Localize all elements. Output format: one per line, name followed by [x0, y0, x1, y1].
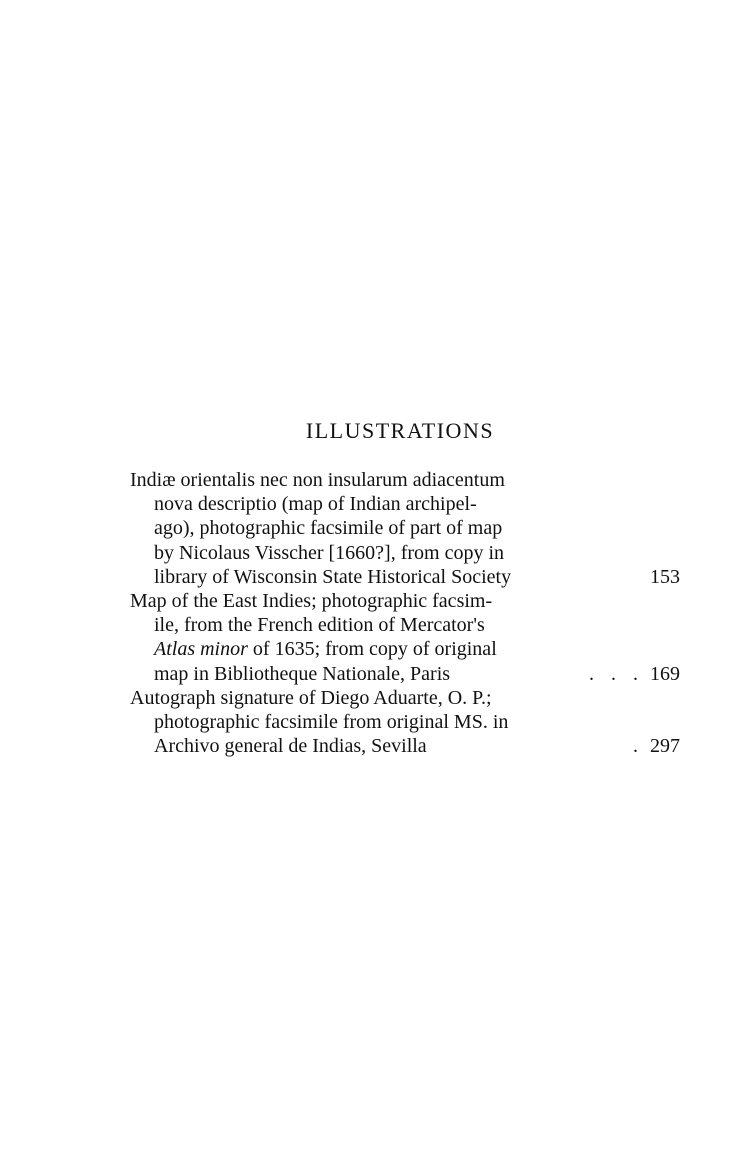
entry-last-line — [130, 662, 682, 686]
page-title: ILLUSTRATIONS — [305, 418, 495, 443]
entry-line: ile, from the French edition of Mercator's — [154, 614, 485, 637]
entry-line: photographic facsimile from original MS. in — [154, 710, 509, 733]
entry-last-line — [130, 565, 682, 589]
page-number: 153 — [650, 565, 680, 588]
entry-line: Autograph signature of Diego Aduarte, O. P.; — [130, 686, 492, 709]
entry-line: nova descriptio (map of Indian archipel- — [154, 493, 477, 516]
illustrations-list — [130, 468, 682, 758]
entry-line: map in Bibliotheque Nationale, Paris — [154, 662, 451, 685]
entry-line: Indiæ orientalis nec non insularum adiacentum — [130, 469, 505, 491]
entry-line: ago), photographic facsimile of part of map — [154, 517, 503, 540]
entry-line-rest: of 1635; from copy of original — [247, 638, 497, 661]
page-number: 297 — [650, 735, 680, 758]
leader-dots: . . . — [589, 662, 644, 685]
list-item — [130, 468, 682, 589]
entry-line: library of Wisconsin State Historical Society — [154, 565, 512, 588]
entry-last-line — [130, 734, 682, 758]
page-number: 169 — [650, 662, 680, 685]
entry-line: by Nicolaus Visscher [1660?], from copy in — [154, 541, 505, 564]
leader-dots: . — [633, 735, 644, 758]
list-item — [130, 589, 682, 686]
entry-line: Map of the East Indies; photographic facsim- — [130, 589, 493, 612]
list-item — [130, 686, 682, 759]
entry-line: Archivo general de Indias, Sevilla — [154, 735, 427, 758]
book-title: Atlas minor — [154, 638, 248, 661]
entry-line — [130, 637, 682, 661]
